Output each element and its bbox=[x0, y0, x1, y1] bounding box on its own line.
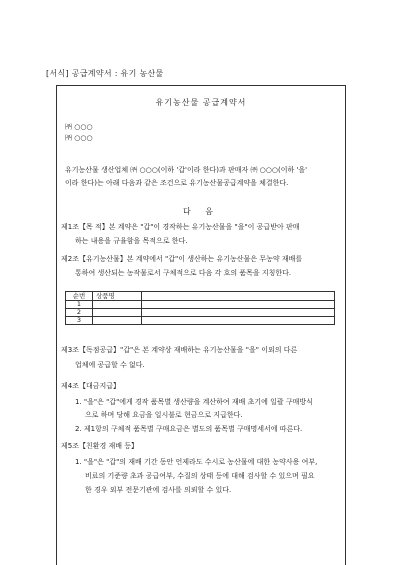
article-2-line-2: 통하여 생산되는 농작물로서 구체적으로 다음 각 호의 품목을 지칭한다. bbox=[75, 269, 292, 277]
extra-cell bbox=[142, 301, 335, 309]
article-5-line-3: 한 경우 외부 전문기관에 검사를 의뢰할 수 있다. bbox=[85, 486, 232, 494]
article-4-title: 제4조【대금지급】 bbox=[61, 382, 121, 390]
col-header-no: 순번 bbox=[66, 292, 93, 301]
table-row bbox=[66, 309, 335, 317]
article-3-line-1: 제3조【독점공급】"갑"은 본 계약상 재배하는 유기농산물을 "을" 이외의 다른 bbox=[61, 346, 298, 354]
col-header-product: 상품명 bbox=[93, 292, 142, 301]
article-4-item-1-line-1: 1. "을"은 "갑"에게 경작 품목별 생산량을 계산하여 재배 초기에 일괄 구매방식 bbox=[75, 398, 313, 406]
product-table bbox=[65, 291, 335, 325]
table-header-row bbox=[66, 292, 335, 301]
col-header-extra bbox=[142, 292, 335, 301]
product-cell bbox=[93, 309, 142, 317]
intro-line-1: 유기농산물 생산업체 ㈜ ○○○(이하 '갑'이라 한다)과 판매자 ㈜ ○○○(이하 '을' bbox=[65, 166, 308, 174]
table-row bbox=[66, 317, 335, 325]
extra-cell bbox=[142, 309, 335, 317]
row-number: 3 bbox=[66, 317, 93, 325]
row-number: 1 bbox=[66, 301, 93, 309]
table-row bbox=[66, 301, 335, 309]
contract-frame bbox=[56, 85, 346, 565]
article-1-line-2: 하는 내용을 규율함을 목적으로 한다. bbox=[75, 237, 188, 245]
party-a: ㈜ ○○○ bbox=[65, 123, 93, 131]
product-cell bbox=[93, 301, 142, 309]
article-5-line-1: 1. "을"은 "갑"의 재배 기간 동안 언제라도 수시로 농산물에 대한 농약사용 여부, bbox=[75, 458, 318, 466]
product-cell bbox=[93, 317, 142, 325]
document-caption: [서식] 공급계약서 : 유기 농산물 bbox=[46, 69, 164, 78]
article-4-item-1-line-2: 으로 하며 당해 요금을 일시불로 현금으로 지급한다. bbox=[85, 411, 243, 419]
article-1-line-1: 제1조【목 적】본 계약은 "갑"이 경작하는 유기농산물을 "을"이 공급받아 판매 bbox=[61, 223, 300, 231]
extra-cell bbox=[142, 317, 335, 325]
article-2-line-1: 제2조【유기농산물】본 계약에서 "갑"이 생산하는 유기농산물은 무농약 재배를 bbox=[61, 255, 303, 263]
article-5-title: 제5조【친환경 재배 등】 bbox=[61, 442, 138, 450]
party-b: ㈜ ○○○ bbox=[65, 134, 93, 142]
intro-line-2: 이라 한다)는 아래 다음과 같은 조건으로 유기농산물공급계약을 체결한다. bbox=[65, 179, 289, 187]
article-4-item-2: 2. 제1항의 구체적 품목별 구매요금은 별도의 품목별 구매명세서에 따른다. bbox=[75, 425, 303, 433]
article-3-line-2: 업체에 공급할 수 없다. bbox=[75, 361, 145, 369]
article-5-line-2: 비료의 기준량 초과 공급여부, 수질의 상태 등에 대해 검사할 수 있으며 필요 bbox=[85, 472, 315, 480]
section-heading: 다 음 bbox=[183, 207, 219, 216]
row-number: 2 bbox=[66, 309, 93, 317]
contract-title: 유기농산물 공급계약서 bbox=[155, 98, 247, 107]
